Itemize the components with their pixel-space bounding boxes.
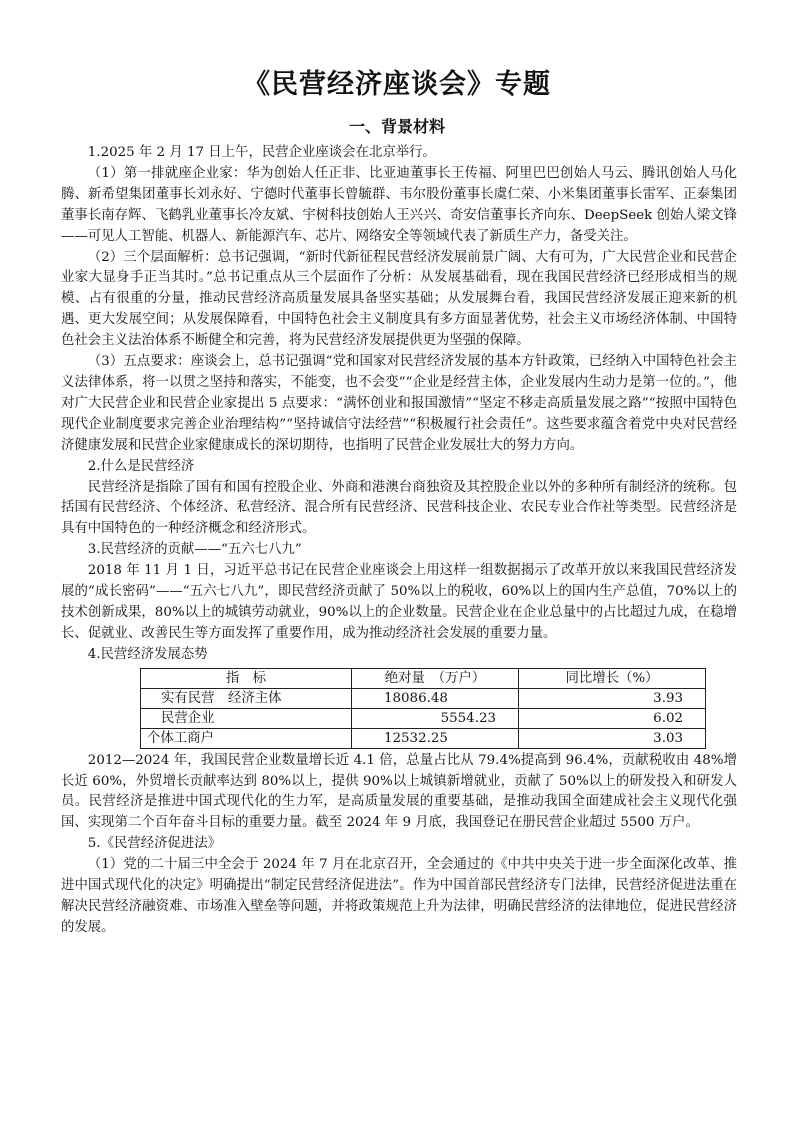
paragraph: （1）第一排就座企业家：华为创始人任正非、比亚迪董事长王传福、阿里巴巴创始人马云、腾讯创始人马化腾、新希望集团董事长刘永好、宁德时代董事长曾毓群、韦尔股份董事长虞仁荣、小米集团董事长雷军、正泰集团董事长南存辉、飞鹤乳业董事长冷友斌、宇树科技创始人王兴兴、奇安信董事长齐向东、DeepSeek 创始人梁文锋——可见人工智能、机器人、新能源汽车、芯片、网络安全等领域代表了新质生产力，备受关注。 [61,165,737,244]
table-header-cell: 同比增长（%） [519,668,706,688]
table-cell: 3.93 [519,688,706,708]
table-row [141,708,706,728]
table-cell: 个体工商户 [141,728,352,748]
table-header-cell: 绝对量 （万户） [352,668,519,688]
table-row [141,688,706,708]
table-row [141,728,706,748]
document-title: 《民营经济座谈会》专题 [243,69,551,100]
development-table [140,668,706,749]
subheading: 2.什么是民营经济 [87,458,195,474]
paragraph: 2018 年 11 月 1 日，习近平总书记在民营企业座谈会上用这样一组数据揭示了改革开放以来我国民营经济发展的“成长密码”——“五六七八九”，即民营经济贡献了 50%以上的税收，60%以上的国内生产总值，70%以上的技术创新成果，80%以上的城镇劳动就业，90%以上的企业数量。民营企业在企业总量中的占比超过九成，在稳增长、促就业、改善民生等方面发挥了重要作用，成为推动经济社会发展的重要力量。 [61,563,737,641]
subheading: 4.民营经济发展态势 [87,646,208,662]
section-heading: 一、背景材料 [348,117,445,136]
table-cell: 实有民营 经济主体 [141,688,352,708]
table-header-row [141,668,706,688]
paragraph: 1.2025 年 2 月 17 日上午，民营企业座谈会在北京举行。 [87,145,436,160]
document-body [61,143,737,939]
paragraph: 民营经济是指除了国有和国有控股企业、外商和港澳台商独资及其控股企业以外的多种所有制经济的统称。包括国有民营经济、个体经济、私营经济、混合所有民营经济、民营科技企业、农民专业合作社等类型。民营经济是具有中国特色的一种经济概念和经济形式。 [61,479,737,537]
subheading: 3.民营经济的贡献——“五六七八九” [87,542,302,558]
table-cell: 3.03 [519,728,706,748]
table-cell: 18086.48 [352,688,519,708]
table-cell: 5554.23 [352,708,519,728]
table-cell: 民营企业 [141,708,352,728]
table-cell: 12532.25 [352,728,519,748]
paragraph: 2012—2024 年，我国民营企业数量增长近 4.1 倍，总量占比从 79.4%提高到 96.4%，贡献税收由 48%增长近 60%，外贸增长贡献率达到 80%以上，提供 90%以上城镇新增就业，贡献了 50%以上的研发投入和研发人员。民营经济是推进中国式现代化的生力军，是高质量发展的重要基础，是推动我国全面建成社会主义现代化强国、实现第二个百年奋斗目标的重要力量。截至 2024 年 9 月底，我国登记在册民营企业超过 5500 万户。 [61,752,737,831]
paragraph: （3）五点要求：座谈会上，总书记强调“党和国家对民营经济发展的基本方针政策，已经纳入中国特色社会主义法律体系，将一以贯之坚持和落实，不能变，也不会变”“企业是经营主体，企业发展内生动力是第一位的。”，他对广大民营企业和民营企业家提出 5 点要求：“满怀创业和报国激情”“坚定不移走高质量发展之路”“按照中国特色现代企业制度要求完善企业治理结构”“坚持诚信守法经营”“积极履行社会责任”。这些要求蕴含着党中央对民营经济健康发展和民营企业家健康成长的深切期待，也指明了民营企业发展壮大的努力方向。 [61,354,737,453]
paragraph: （2）三个层面解析：总书记强调，“新时代新征程民营经济发展前景广阔、大有可为，广大民营企业和民营企业家大显身手正当其时。”总书记重点从三个层面作了分析：从发展基础看，现在我国民营经济已经形成相当的规模、占有很重的分量，推动民营经济高质量发展具备坚实基础；从发展舞台看，我国民营经济发展正迎来新的机遇、更大发展空间；从发展保障看，中国特色社会主义制度具有多方面显著优势，社会主义市场经济体制、中国特色社会主义法治体系不断健全和完善，将为民营经济发展提供更为坚强的保障。 [61,249,737,349]
paragraph: （1）党的二十届三中全会于 2024 年 7 月在北京召开，全会通过的《中共中央关于进一步全面深化改革、推进中国式现代化的决定》明确提出“制定民营经济促进法”。作为中国首部民营经济专门法律，民营经济促进法重在解决民营经济融资难、市场准入壁垒等问题，并将政策规范上升为法律，明确民营经济的法律地位，促进民营经济的发展。 [61,857,737,935]
table-header-cell: 指 标 [141,668,352,688]
subheading: 5.《民营经济促进法》 [87,836,222,852]
table-cell: 6.02 [519,708,706,728]
